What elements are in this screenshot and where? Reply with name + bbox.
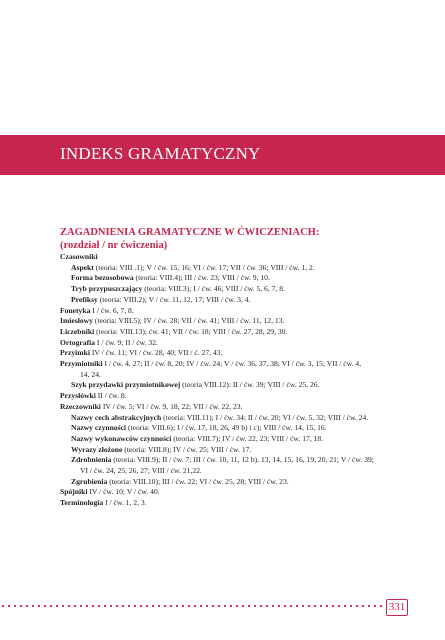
index-term: Przyimki: [60, 348, 90, 358]
index-references: VI / ćw. 24, 25, 26, 27; VIII / ćw. 21,22.: [80, 466, 202, 476]
index-entry: [60, 455, 405, 466]
index-entry: [60, 391, 405, 402]
index-entry: [60, 273, 405, 284]
index-references: (teoria: VIII.5); IV / ćw. 28; VII / ćw. 41; VIII / ćw. 11, 12, 13.: [92, 316, 285, 326]
index-entry: [60, 466, 405, 477]
index-term: Terminologia: [60, 498, 104, 508]
index-term: Nazwy cech abstrakcyjnych: [71, 412, 162, 422]
index-entry: [60, 284, 405, 295]
index-term: Przysłówki: [60, 391, 96, 401]
page-title: INDEKS GRAMATYCZNY: [60, 144, 261, 163]
index-references: (teoria: VIII.2); V / ćw. 11, 12, 17; VIII / ćw. 3, 4.: [97, 294, 251, 304]
index-references: (teoria: VIII.7); IV / ćw. 22, 23; VIII / ćw. 17, 18.: [171, 433, 324, 443]
index-term: Spójniki: [60, 487, 88, 497]
section-subtitle: (rozdział / nr ćwiczenia): [60, 240, 168, 251]
index-entry: [60, 434, 405, 445]
index-term: Czasowniki: [60, 252, 98, 261]
page-number: 331: [386, 599, 408, 616]
index-references: I / ćw. 4, 27; II / ćw. 8, 20; IV / ćw. 24; V / ćw. 36, 37, 38; VI / ćw. 3, 15; VII / ćw. 4,: [102, 359, 362, 369]
index-term: Wyrazy złożone: [71, 444, 123, 454]
section-heading: [60, 226, 319, 252]
index-term: Zgrubienia: [71, 476, 108, 486]
index-list: [60, 252, 405, 509]
index-entry: [60, 423, 405, 434]
index-term: Nazwy czynności: [71, 423, 127, 433]
index-term: Przymiotniki: [60, 359, 103, 369]
dotted-rule: [0, 604, 385, 608]
index-references: II / ćw. 8.: [95, 391, 127, 401]
index-entry: [60, 359, 405, 370]
index-term: Forma bezosobowa: [71, 273, 134, 283]
index-entry: [60, 402, 405, 413]
index-references: (teoria: VIII.10); III / ćw. 22; VI / ćw. 25, 28; VIII / ćw. 23.: [107, 476, 289, 486]
index-references: (teoria: VIII.8); IV / ćw. 25; VIII / ćw. 17.: [122, 444, 252, 454]
index-term: Zdrobnienia: [71, 455, 112, 465]
index-references: (teoria: VIII.13); ćw. 41; VII / ćw. 18; VIII / ćw. 27, 28, 29, 30.: [94, 326, 288, 336]
index-entry: [60, 413, 405, 424]
index-references: (teoria: VIII.11); I / ćw. 34; II / ćw. 20; VI / ćw. 5, 32; VIII / ćw. 24.: [161, 412, 369, 422]
index-term: Nazwy wykonawców czynności: [71, 433, 172, 443]
index-references: I / ćw. 1, 2, 3.: [103, 498, 147, 508]
index-references: (teoria VIII.12): II / ćw. 39; VIII / ćw. 25, 26.: [180, 380, 320, 390]
index-entry: [60, 263, 405, 274]
index-term: Imiesłowy: [60, 316, 93, 326]
index-references: IV / ćw. 5; VI / ćw. 9, 18, 22; VII / ćw. 22, 23.: [100, 401, 243, 411]
index-entry: [60, 370, 405, 381]
index-entry: [60, 477, 405, 488]
index-references: (teoria: VIII .1); V / ćw. 15, 16; VI / ćw. 17; VII / ćw. 36; VIII / ćw. 1, 2.: [93, 262, 315, 272]
index-entry: [60, 316, 405, 327]
index-term: Rzeczowniki: [60, 401, 101, 411]
index-term: Liczebniki: [60, 326, 95, 336]
index-term: Szyk przydawki przymiotnikowej: [71, 380, 181, 390]
index-references: (teoria: VIII.6); I / ćw. 17, 18, 26, 49 b) i c); VIII / ćw. 14, 15, 16.: [126, 423, 327, 433]
index-term: Fonetyka: [60, 305, 91, 315]
index-references: IV / ćw. 10; V / ćw. 40.: [87, 487, 160, 497]
header-banner: [0, 135, 445, 175]
index-entry: [60, 295, 405, 306]
index-entry: [60, 327, 405, 338]
index-term: Aspekt: [71, 262, 94, 272]
index-term: Tryb przypuszczający: [71, 284, 143, 294]
index-entry: [60, 252, 405, 263]
index-entry: [60, 498, 405, 509]
index-references: I / ćw. 9; II / ćw. 32.: [95, 337, 158, 347]
index-references: I / ćw. 6, 7, 8.: [90, 305, 134, 315]
index-entry: [60, 445, 405, 456]
index-references: 14, 24.: [80, 369, 101, 379]
index-entry: [60, 306, 405, 317]
index-entry: [60, 380, 405, 391]
index-entry: [60, 348, 405, 359]
index-entry: [60, 487, 405, 498]
section-title: ZAGADNIENIA GRAMATYCZNE W ĆWICZENIACH:: [60, 227, 320, 238]
index-references: (teoria: VIII.3); I / ćw. 46; VIII / ćw. 5, 6, 7, 8.: [142, 284, 285, 294]
index-references: (teoria: VIII.4); III / ćw. 23; VIII / ćw. 9, 10.: [133, 273, 270, 283]
index-term: Ortografia: [60, 337, 96, 347]
index-references: (teoria: VIII.9); II / ćw. 7; III / ćw. 10, 11, 12 b), 13, 14, 15, 16, 19, 20, 21; V / ćw. 39;: [111, 455, 374, 465]
index-term: Prefiksy: [71, 294, 98, 304]
index-references: IV / ćw. 11; VI / ćw. 28, 40; VII / ć. 27, 43.: [89, 348, 223, 358]
index-entry: [60, 338, 405, 349]
